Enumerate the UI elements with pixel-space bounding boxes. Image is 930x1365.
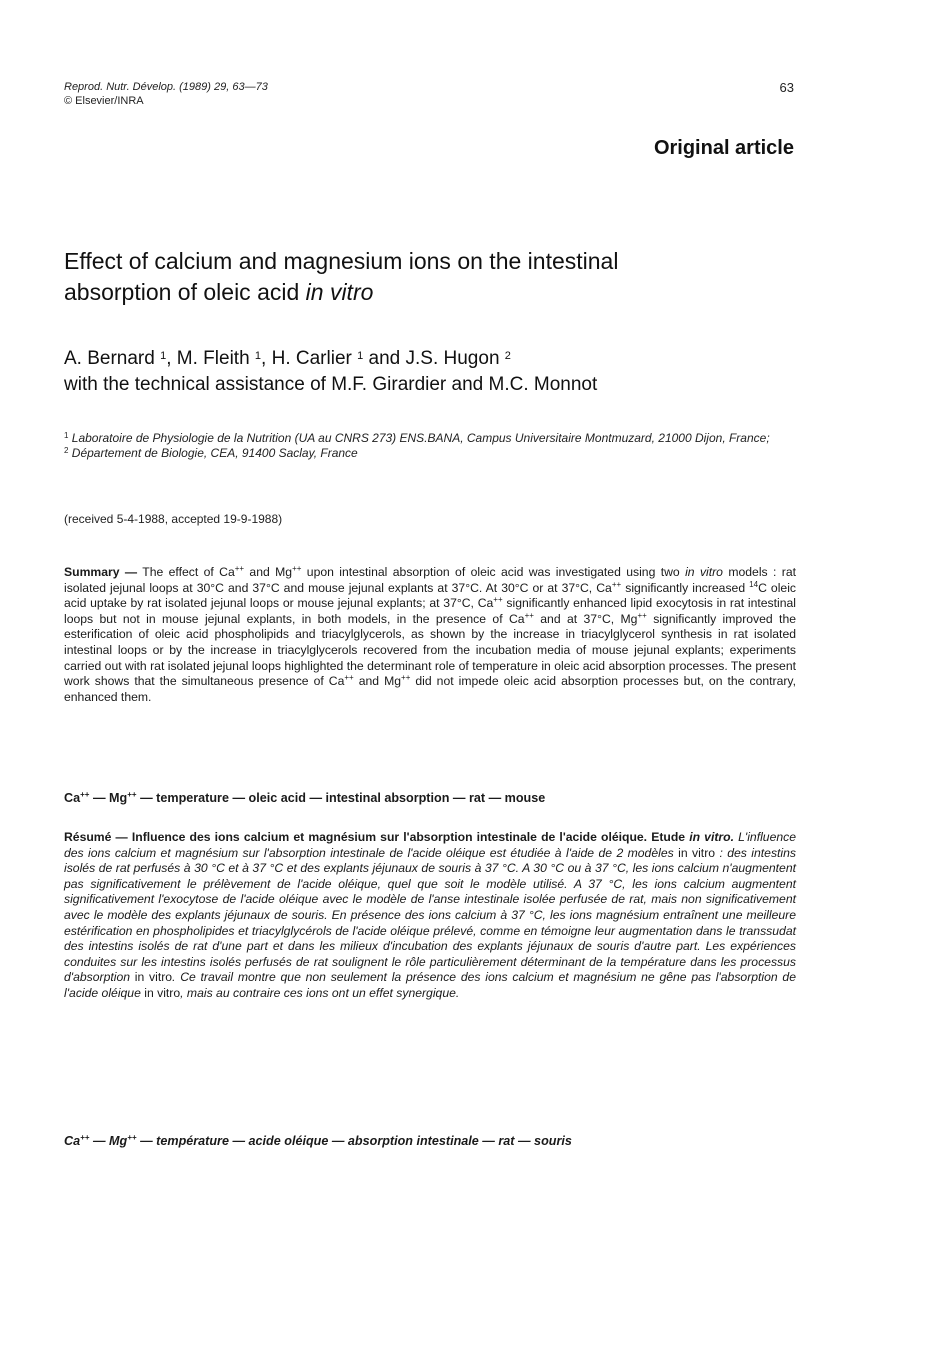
summary-italic: in vitro [685, 565, 723, 579]
superscript: 14 [749, 579, 759, 589]
summary-text: significantly enhanced lipid exocytosis in rat intestinal loops but not in mouse jejunal explants, in both models, in the presence of Ca [64, 596, 796, 626]
superscript: ++ [80, 1133, 90, 1142]
resume-paragraph [64, 830, 796, 1002]
title-line-2-italic: in vitro [305, 279, 374, 305]
technical-assistance: with the technical assistance of M.F. Girardier and M.C. Monnot [64, 374, 598, 395]
summary-text: C oleic acid uptake by rat isolated jejunal loops or mouse jejunal explants; at 37°C, Ca [64, 580, 796, 611]
superscript: ++ [637, 610, 647, 620]
authors-line-1 [64, 346, 824, 372]
keyword-text: — Mg [89, 1134, 128, 1148]
summary-text: did not impede oleic acid absorption processes but, on the contrary, enhanced them. [64, 674, 796, 704]
superscript: ++ [80, 790, 90, 799]
summary-text: significantly improved the esterification of oleic acid phospholipids and triacylglycerols, as shown by the increase in triacylglycerol synthesis in rat isolated intestinal loops or by the increase in triacylglycerols recovered from the incubation media of mouse jejunal explants; experiments carried out with rat isolated jejunal loops highlighted the determinant role of temperature in oleic acid absorption processes. The present work shows that the simultaneous presence of Ca [64, 611, 797, 689]
article-type: Original article [653, 137, 794, 159]
summary-text: and Mg [244, 565, 293, 579]
affiliation-1 [64, 431, 804, 446]
superscript: ++ [292, 564, 302, 573]
keyword-text: — temperature — oleic acid — intestinal absorption — rat — mouse [136, 791, 546, 805]
superscript: ++ [127, 1133, 137, 1142]
author-affil-mark: 2 [504, 350, 511, 362]
resume-text: . Ce travail montre que non seulement la présence des ions calcium et magnésium ne gêne pas l'absorption de l'acide oléique [64, 970, 796, 1000]
journal-citation: Reprod. Nutr. Dévelop. (1989) 29, 63—73 [64, 81, 268, 93]
summary-paragraph [64, 565, 796, 705]
author-name: A. Bernard [64, 348, 155, 369]
affil-text: Laboratoire de Physiologie de la Nutrition (UA au CNRS 273) ENS.BANA, Campus Universitaire Montmuzard, 21000 Dijon, France; [68, 431, 770, 445]
author-affil-mark: 1 [357, 350, 364, 362]
summary-text: and at 37°C, Mg [533, 611, 638, 626]
resume-label-italic: in vitro. [689, 830, 734, 844]
keywords-french [64, 1134, 796, 1150]
author-affil-mark: 1 [254, 350, 262, 362]
summary-text: significantly increased [621, 580, 750, 595]
keyword-text: Ca [64, 791, 81, 805]
page-number: 63 [779, 80, 794, 95]
superscript: ++ [493, 595, 503, 605]
resume-text: : des intestins isolés de rat perfusés à 30 °C et à 37 °C et des explants jéjunaux de souris à 37 °C. A 30 °C ou à 37 °C, les ions calcium n'augmentent pas significativement le prélèvement de l'acide oléique, quel que soit le modèle utilisé. A 37 °C, les ions calcium augmentent significativement l'exocytose de l'acide oléique avec le modèle de l'anse intestinale isolée perfusée de rat, mais non significativement avec le modèle des explants jéjunaux de souris. En présence des ions calcium à 37 °C, les ions magnésium entraînent une meilleure estérification en phospholipides et triacylglycérols de l'acide oléique prélevé, comme en témoigne leur augmentation dans le transsudat des intestins isolés de rat d'une part et dans les milieux d'incubation des explants jéjunaux de souris d'autre part. Les expériences conduites sur les intestins isolés perfusés de rat soulignent le rôle particulièrement déterminant de la température dans les processus d'absorption [64, 845, 796, 985]
title-line-1: Effect of calcium and magnesium ions on the intestinal [64, 248, 619, 274]
author-list [64, 346, 824, 398]
affiliations [64, 431, 804, 461]
title-line-2 [64, 277, 824, 308]
superscript: ++ [524, 610, 534, 620]
summary-text: and Mg [353, 674, 402, 689]
resume-roman: in vitro [144, 985, 181, 1000]
superscript: ++ [234, 564, 245, 573]
affil-mark: 2 [64, 446, 69, 455]
received-dates: (received 5-4-1988, accepted 19-9-1988) [64, 512, 283, 526]
affil-mark: 1 [64, 431, 69, 440]
author-name: , H. Carlier [261, 348, 352, 369]
superscript: ++ [401, 673, 411, 683]
affiliation-2 [64, 446, 804, 461]
keyword-text: — Mg [89, 791, 128, 805]
resume-roman: in vitro [678, 845, 716, 860]
resume-text: , mais au contraire ces ions ont un effet synergique. [180, 985, 460, 1000]
title-line-2-text: absorption of oleic acid [64, 279, 300, 305]
author-affil-mark: 1 [160, 350, 167, 362]
resume-text: L'influence des ions calcium et magnésium sur l'absorption intestinale de l'acide oléique est étudiée à l'aide de 2 modèles [64, 830, 796, 860]
summary-text: The effect of Ca [137, 565, 235, 579]
superscript: ++ [127, 790, 137, 799]
keywords-english [64, 791, 796, 807]
superscript: ++ [611, 579, 622, 589]
keyword-text: Ca [64, 1134, 81, 1148]
summary-label: Summary — [64, 565, 138, 579]
journal-publisher: © Elsevier/INRA [64, 95, 144, 107]
superscript: ++ [344, 673, 354, 683]
article-title [64, 246, 824, 308]
resume-roman: in vitro [134, 970, 173, 985]
keyword-text: — température — acide oléique — absorption intestinale — rat — souris [136, 1134, 572, 1148]
summary-text: models : rat isolated jejunal loops at 30°C and 37°C and mouse jejunal explants at 37°C. At 30°C or at 37°C, Ca [64, 565, 796, 595]
summary-text: upon intestinal absorption of oleic acid was investigated using two [301, 565, 686, 579]
resume-label: Résumé — Influence des ions calcium et magnésium sur l'absorption intestinale de l'acide oléique. Etude [64, 830, 690, 844]
author-name: , M. Fleith [166, 348, 250, 369]
affil-text: Département de Biologie, CEA, 91400 Saclay, France [68, 446, 358, 460]
author-name: and J.S. Hugon [363, 348, 500, 369]
journal-header [64, 80, 268, 108]
